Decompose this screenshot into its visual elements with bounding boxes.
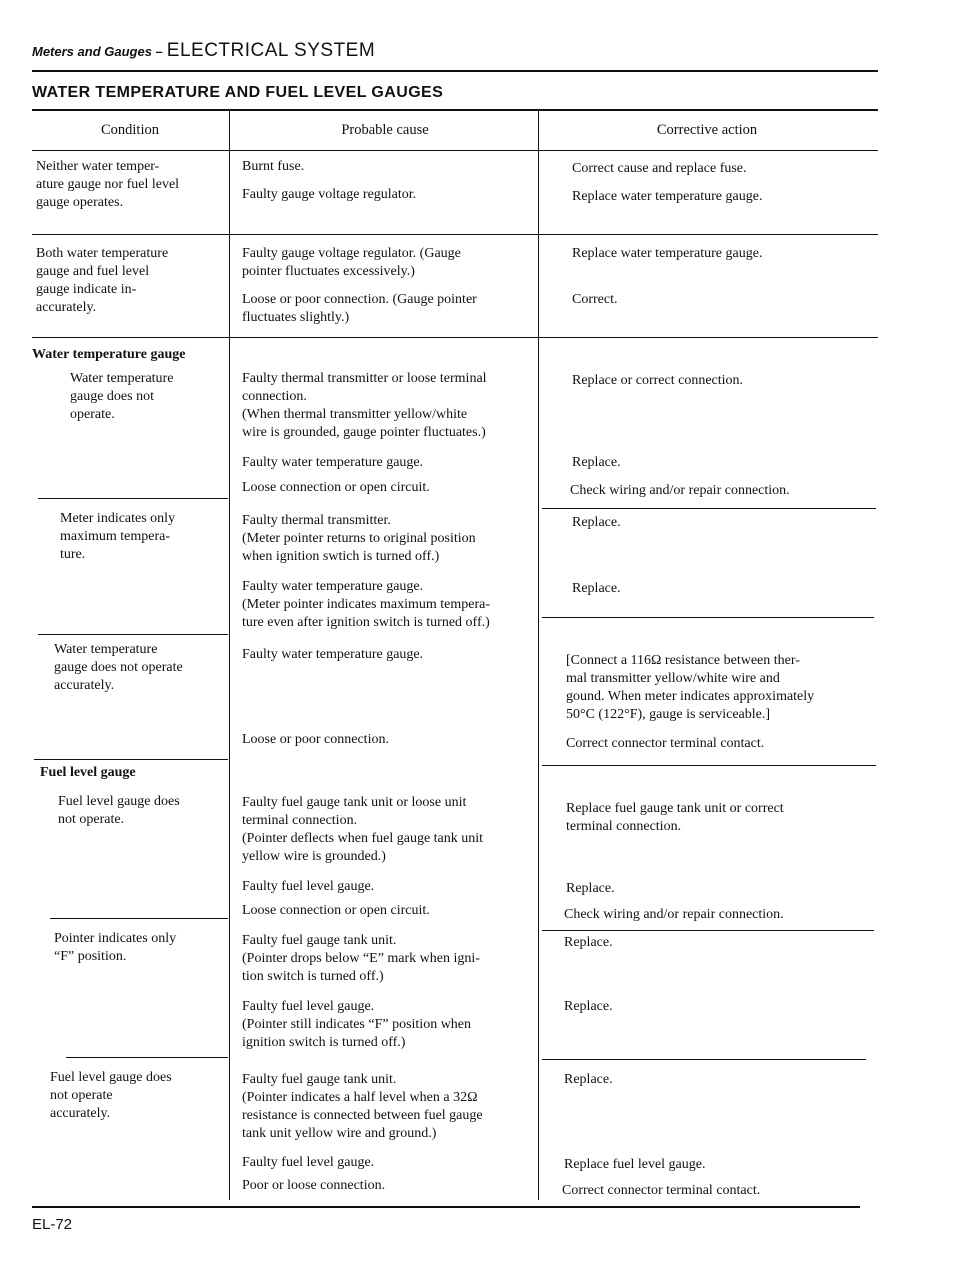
cause-text: when ignition swtich is turned off.) [242,549,440,564]
cause-text: Faulty fuel gauge tank unit. [242,933,397,948]
cause-text: Faulty thermal transmitter. [242,513,391,528]
cause-text: connection. [242,389,307,404]
row-divider [542,930,874,931]
row-divider [50,918,228,919]
action-text: gound. When meter indicates approximately [566,689,815,704]
action-text: Replace water temperature gauge. [572,189,763,204]
action-text: Replace. [564,1072,613,1087]
condition-text: Meter indicates only [60,511,176,526]
action-text: Replace. [566,881,615,896]
system-label: ELECTRICAL SYSTEM [166,40,376,61]
cause-text: tank unit yellow wire and ground.) [242,1126,437,1141]
condition-text: Fuel level gauge does [50,1070,172,1085]
cause-text: Poor or loose connection. [242,1178,386,1193]
action-text: Replace or correct connection. [572,373,744,388]
column-divider [538,110,539,1200]
cause-text: resistance is connected between fuel gauge [242,1108,483,1123]
cause-text: Faulty water temperature gauge. [242,579,424,594]
cause-text: Loose connection or open circuit. [242,903,430,918]
condition-text: accurately. [36,300,97,315]
action-text: Correct. [572,292,618,307]
cause-text: Loose connection or open circuit. [242,480,430,495]
row-divider [32,234,878,235]
row-divider [66,1057,228,1058]
condition-text: maximum tempera- [60,529,171,544]
cause-text: ignition switch is turned off.) [242,1035,406,1050]
action-text: terminal connection. [566,819,682,834]
cause-text: terminal connection. [242,813,358,828]
cause-text: Faulty water temperature gauge. [242,647,424,662]
condition-text: Water temperature [54,642,158,657]
row-divider [542,765,876,766]
cause-text: Faulty fuel level gauge. [242,879,375,894]
cause-text: Faulty fuel gauge tank unit. [242,1072,397,1087]
cause-text: Faulty water temperature gauge. [242,455,424,470]
column-divider [229,110,230,1200]
cause-text: fluctuates slightly.) [242,310,350,325]
cause-text: (Pointer indicates a half level when a 32Ω [242,1090,478,1105]
action-text: [Connect a 116Ω resistance between ther- [566,653,800,668]
cause-text: Faulty fuel level gauge. [242,999,375,1014]
condition-text: Fuel level gauge does [58,794,180,809]
cause-text: Loose or poor connection. [242,732,389,747]
row-divider [542,617,874,618]
row-divider [542,508,876,509]
action-text: mal transmitter yellow/white wire and [566,671,780,686]
cause-text: pointer fluctuates excessively.) [242,264,415,279]
page-header [32,40,878,72]
cause-text: (When thermal transmitter yellow/white [242,407,468,422]
column-header-cause: Probable cause [341,122,429,138]
section-label: Meters and Gauges – [32,44,163,59]
page-title: WATER TEMPERATURE AND FUEL LEVEL GAUGES [32,84,444,101]
column-header-action: Corrective action [656,122,758,138]
row-divider [542,1059,866,1060]
condition-text: not operate. [58,812,125,827]
table-bottom-rule [32,1206,860,1208]
action-text: Replace fuel gauge tank unit or correct [566,801,784,816]
cause-text: Faulty thermal transmitter or loose terminal [242,371,487,386]
action-text: Replace. [564,999,613,1014]
row-divider [38,634,228,635]
cause-text: (Pointer drops below “E” mark when igni- [242,951,480,966]
condition-text: gauge does not operate [54,660,183,675]
cause-text: Loose or poor connection. (Gauge pointer [242,292,477,307]
condition-text: Both water temperature [36,246,169,261]
condition-text: “F” position. [54,949,127,964]
action-text: Replace water temperature gauge. [572,246,763,261]
condition-text: ture. [60,547,86,562]
action-text: Check wiring and/or repair connection. [564,907,784,922]
condition-text: gauge operates. [36,195,124,210]
condition-text: not operate [50,1088,113,1103]
condition-text: ature gauge nor fuel level [36,177,180,192]
row-divider [32,337,878,338]
cause-text: (Meter pointer indicates maximum tempera- [242,597,491,612]
condition-text: operate. [70,407,115,422]
action-text: Replace. [572,581,621,596]
action-text: Correct cause and replace fuse. [572,161,747,176]
condition-text: gauge and fuel level [36,264,150,279]
action-text: Replace. [564,935,613,950]
group-fuel-header: Fuel level gauge [40,765,136,780]
condition-text: Water temperature [70,371,174,386]
action-text: Replace. [572,515,621,530]
table-top-rule [32,109,878,111]
cause-text: Faulty fuel level gauge. [242,1155,375,1170]
action-text: 50°C (122°F), gauge is serviceable.] [566,707,771,722]
cause-text: Faulty gauge voltage regulator. [242,187,417,202]
row-divider [38,498,228,499]
cause-text: Burnt fuse. [242,159,305,174]
condition-text: Neither water temper- [36,159,160,174]
cause-text: ture even after ignition switch is turned off.) [242,615,490,630]
cause-text: (Pointer deflects when fuel gauge tank unit [242,831,484,846]
cause-text: (Pointer still indicates “F” position when [242,1017,472,1032]
cause-text: Faulty fuel gauge tank unit or loose unit [242,795,467,810]
cause-text: yellow wire is grounded.) [242,849,386,864]
row-divider [32,150,878,151]
condition-text: gauge does not [70,389,154,404]
condition-text: gauge indicate in- [36,282,137,297]
page-number: EL-72 [32,1216,73,1233]
action-text: Replace fuel level gauge. [564,1157,706,1172]
action-text: Correct connector terminal contact. [566,736,765,751]
row-divider [34,759,228,760]
cause-text: tion switch is turned off.) [242,969,384,984]
cause-text: wire is grounded, gauge pointer fluctuates.) [242,425,486,440]
condition-text: accurately. [54,678,115,693]
column-header-condition: Condition [100,122,159,138]
cause-text: (Meter pointer returns to original position [242,531,476,546]
action-text: Replace. [572,455,621,470]
action-text: Correct connector terminal contact. [562,1183,761,1198]
condition-text: accurately. [50,1106,111,1121]
cause-text: Faulty gauge voltage regulator. (Gauge [242,246,461,261]
action-text: Check wiring and/or repair connection. [570,483,790,498]
condition-text: Pointer indicates only [54,931,177,946]
group-water-header: Water temperature gauge [32,347,186,362]
